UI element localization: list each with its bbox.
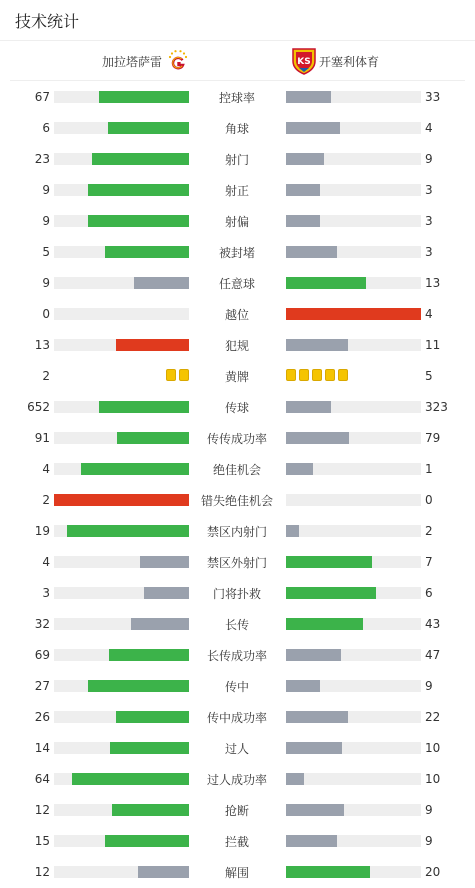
stat-label: 过人成功率 — [206, 773, 267, 787]
away-yellow-cards — [286, 369, 348, 381]
stat-label: 任意球 — [218, 277, 255, 291]
stat-row — [0, 733, 475, 764]
home-bar-track — [54, 122, 189, 134]
home-bar-track — [54, 153, 189, 165]
stat-row — [0, 826, 475, 857]
home-bar-track — [54, 711, 189, 723]
home-bar-track — [54, 184, 189, 196]
home-bar-track — [54, 339, 189, 351]
home-bar-fill — [54, 494, 189, 506]
home-bar-fill — [88, 215, 189, 227]
stat-label: 错失绝佳机会 — [200, 494, 273, 508]
yellow-card-icon — [299, 369, 309, 381]
home-value: 12 — [34, 803, 50, 817]
stat-row — [0, 795, 475, 826]
home-bar-fill — [99, 91, 189, 103]
stat-row — [0, 578, 475, 609]
home-value: 27 — [34, 679, 50, 693]
home-bar-track — [54, 463, 189, 475]
stat-label: 越位 — [224, 308, 249, 322]
stat-label: 禁区内射门 — [206, 525, 267, 539]
stat-row — [0, 392, 475, 423]
home-value: 32 — [34, 617, 50, 631]
away-bar-fill — [286, 432, 349, 444]
home-value: 9 — [42, 276, 50, 290]
away-bar-track — [286, 463, 421, 475]
home-value: 64 — [34, 772, 50, 786]
away-bar-fill — [286, 773, 304, 785]
home-bar-fill — [67, 525, 189, 537]
away-bar-track — [286, 308, 421, 320]
kayserispor-logo-icon — [291, 47, 317, 75]
away-bar-fill — [286, 835, 337, 847]
away-bar-track — [286, 339, 421, 351]
stat-label: 黄牌 — [224, 370, 249, 384]
away-bar-track — [286, 680, 421, 692]
stat-row — [0, 764, 475, 795]
stat-label: 抢断 — [224, 804, 249, 818]
home-bar-track — [54, 246, 189, 258]
away-bar-fill — [286, 587, 376, 599]
home-bar-track — [54, 277, 189, 289]
away-bar-fill — [286, 401, 331, 413]
away-team-name: 开塞利体育 — [319, 55, 380, 69]
stat-label: 长传成功率 — [206, 649, 267, 663]
home-bar-fill — [108, 122, 189, 134]
stat-row — [0, 299, 475, 330]
galatasaray-logo-icon — [166, 48, 190, 72]
away-bar-track — [286, 401, 421, 413]
stat-row — [0, 516, 475, 547]
home-bar-track — [54, 308, 189, 320]
stat-label: 犯规 — [224, 339, 249, 353]
away-bar-track — [286, 184, 421, 196]
home-bar-track — [54, 215, 189, 227]
stat-row — [0, 640, 475, 671]
home-bar-fill — [105, 246, 189, 258]
stat-row — [0, 361, 475, 392]
home-bar-fill — [116, 711, 189, 723]
home-bar-track — [54, 556, 189, 568]
home-value: 9 — [42, 183, 50, 197]
stat-row — [0, 82, 475, 113]
home-value: 3 — [42, 586, 50, 600]
away-value: 22 — [425, 710, 441, 724]
stat-row — [0, 330, 475, 361]
home-value: 26 — [34, 710, 50, 724]
away-bar-fill — [286, 91, 331, 103]
home-bar-track — [54, 432, 189, 444]
home-bar-track — [54, 494, 189, 506]
stat-label: 控球率 — [218, 91, 255, 105]
away-value: 10 — [425, 741, 441, 755]
away-bar-fill — [286, 463, 313, 475]
away-bar-fill — [286, 649, 341, 661]
home-bar-fill — [88, 680, 189, 692]
away-value: 3 — [425, 183, 433, 197]
away-value: 7 — [425, 555, 433, 569]
away-value: 79 — [425, 431, 441, 445]
home-bar-fill — [131, 618, 189, 630]
stat-row — [0, 485, 475, 516]
away-value: 3 — [425, 214, 433, 228]
away-value: 5 — [425, 369, 433, 383]
home-value: 67 — [34, 90, 50, 104]
home-bar-fill — [72, 773, 189, 785]
stat-label: 拦截 — [224, 835, 249, 849]
yellow-card-icon — [312, 369, 322, 381]
away-bar-fill — [286, 742, 342, 754]
away-bar-fill — [286, 246, 337, 258]
away-bar-fill — [286, 680, 320, 692]
home-bar-fill — [144, 587, 189, 599]
home-value: 9 — [42, 214, 50, 228]
away-value: 3 — [425, 245, 433, 259]
home-value: 15 — [34, 834, 50, 848]
home-bar-track — [54, 742, 189, 754]
stat-row — [0, 547, 475, 578]
away-bar-track — [286, 835, 421, 847]
home-value: 2 — [42, 369, 50, 383]
home-bar-track — [54, 835, 189, 847]
away-bar-fill — [286, 215, 320, 227]
svg-text:KS: KS — [297, 57, 311, 67]
stat-label: 门将扑救 — [212, 587, 261, 601]
home-bar-track — [54, 401, 189, 413]
away-value: 43 — [425, 617, 441, 631]
home-bar-track — [54, 680, 189, 692]
away-bar-fill — [286, 153, 324, 165]
stat-row — [0, 671, 475, 702]
away-bar-fill — [286, 711, 348, 723]
away-bar-track — [286, 432, 421, 444]
stat-label: 解围 — [224, 866, 249, 880]
home-value: 6 — [42, 121, 50, 135]
away-value: 6 — [425, 586, 433, 600]
home-bar-fill — [81, 463, 189, 475]
stat-row — [0, 113, 475, 144]
home-bar-track — [54, 525, 189, 537]
home-value: 5 — [42, 245, 50, 259]
stat-row — [0, 702, 475, 733]
away-bar-track — [286, 122, 421, 134]
away-bar-track — [286, 525, 421, 537]
yellow-card-icon — [166, 369, 176, 381]
stat-label: 传中 — [224, 680, 249, 694]
home-bar-track — [54, 618, 189, 630]
stat-label: 绝佳机会 — [212, 463, 261, 477]
away-bar-track — [286, 618, 421, 630]
away-bar-track — [286, 153, 421, 165]
home-team-name: 加拉塔萨雷 — [101, 55, 162, 69]
home-bar-track — [54, 866, 189, 878]
away-bar-fill — [286, 556, 372, 568]
home-bar-fill — [110, 742, 189, 754]
divider — [10, 80, 465, 81]
home-value: 19 — [34, 524, 50, 538]
stat-label: 长传 — [224, 618, 249, 632]
home-bar-fill — [88, 184, 189, 196]
away-bar-track — [286, 246, 421, 258]
away-value: 20 — [425, 865, 441, 879]
stat-label: 射偏 — [224, 215, 249, 229]
away-value: 0 — [425, 493, 433, 507]
away-bar-track — [286, 277, 421, 289]
yellow-card-icon — [338, 369, 348, 381]
page-header — [0, 0, 475, 41]
stat-row — [0, 423, 475, 454]
home-bar-track — [54, 91, 189, 103]
stat-label: 被封堵 — [218, 246, 255, 260]
home-value: 652 — [27, 400, 50, 414]
away-bar-track — [286, 866, 421, 878]
home-value: 23 — [34, 152, 50, 166]
away-bar-track — [286, 556, 421, 568]
away-bar-track — [286, 649, 421, 661]
home-bar-fill — [92, 153, 189, 165]
away-value: 9 — [425, 803, 433, 817]
away-bar-fill — [286, 122, 340, 134]
home-bar-track — [54, 649, 189, 661]
home-yellow-cards — [166, 369, 189, 381]
home-value: 0 — [42, 307, 50, 321]
stat-row — [0, 175, 475, 206]
home-bar-fill — [116, 339, 189, 351]
home-bar-fill — [109, 649, 189, 661]
stat-label: 传中成功率 — [206, 711, 267, 725]
home-bar-fill — [138, 866, 189, 878]
home-value: 91 — [34, 431, 50, 445]
away-bar-fill — [286, 277, 366, 289]
home-bar-fill — [105, 835, 189, 847]
home-value: 13 — [34, 338, 50, 352]
teams-row — [0, 41, 475, 81]
away-bar-fill — [286, 804, 344, 816]
home-value: 4 — [42, 462, 50, 476]
stat-row — [0, 609, 475, 640]
away-value: 13 — [425, 276, 441, 290]
stat-label: 射正 — [224, 184, 249, 198]
stat-label: 禁区外射门 — [206, 556, 267, 570]
away-value: 11 — [425, 338, 441, 352]
away-bar-track — [286, 773, 421, 785]
away-value: 9 — [425, 834, 433, 848]
away-bar-fill — [286, 308, 421, 320]
stat-row — [0, 206, 475, 237]
yellow-card-icon — [325, 369, 335, 381]
away-bar-fill — [286, 339, 348, 351]
away-value: 323 — [425, 400, 448, 414]
away-bar-fill — [286, 184, 320, 196]
yellow-card-icon — [179, 369, 189, 381]
away-value: 4 — [425, 307, 433, 321]
stat-label: 射门 — [224, 153, 249, 167]
home-bar-track — [54, 587, 189, 599]
stat-row — [0, 268, 475, 299]
away-value: 47 — [425, 648, 441, 662]
home-bar-fill — [140, 556, 189, 568]
away-bar-track — [286, 587, 421, 599]
away-bar-track — [286, 215, 421, 227]
away-value: 9 — [425, 152, 433, 166]
home-value: 69 — [34, 648, 50, 662]
away-bar-track — [286, 711, 421, 723]
away-value: 33 — [425, 90, 441, 104]
away-bar-track — [286, 742, 421, 754]
away-value: 10 — [425, 772, 441, 786]
home-value: 14 — [34, 741, 50, 755]
away-bar-track — [286, 91, 421, 103]
home-value: 4 — [42, 555, 50, 569]
home-value: 2 — [42, 493, 50, 507]
away-bar-track — [286, 494, 421, 506]
page-title: 技术统计 — [15, 12, 80, 31]
home-bar-fill — [117, 432, 189, 444]
away-value: 4 — [425, 121, 433, 135]
away-value: 9 — [425, 679, 433, 693]
stat-row — [0, 857, 475, 888]
stat-row — [0, 454, 475, 485]
away-value: 1 — [425, 462, 433, 476]
stat-label: 过人 — [224, 742, 249, 756]
home-value: 12 — [34, 865, 50, 879]
stat-label: 传传成功率 — [206, 432, 267, 446]
stat-label: 传球 — [224, 401, 249, 415]
stat-row — [0, 237, 475, 268]
home-bar-fill — [99, 401, 189, 413]
stat-label: 角球 — [224, 122, 249, 136]
home-bar-fill — [112, 804, 189, 816]
stat-row — [0, 144, 475, 175]
away-bar-fill — [286, 618, 363, 630]
yellow-card-icon — [286, 369, 296, 381]
home-bar-track — [54, 804, 189, 816]
away-value: 2 — [425, 524, 433, 538]
away-bar-fill — [286, 866, 370, 878]
home-bar-track — [54, 773, 189, 785]
home-bar-fill — [134, 277, 189, 289]
away-bar-track — [286, 804, 421, 816]
away-bar-fill — [286, 525, 299, 537]
